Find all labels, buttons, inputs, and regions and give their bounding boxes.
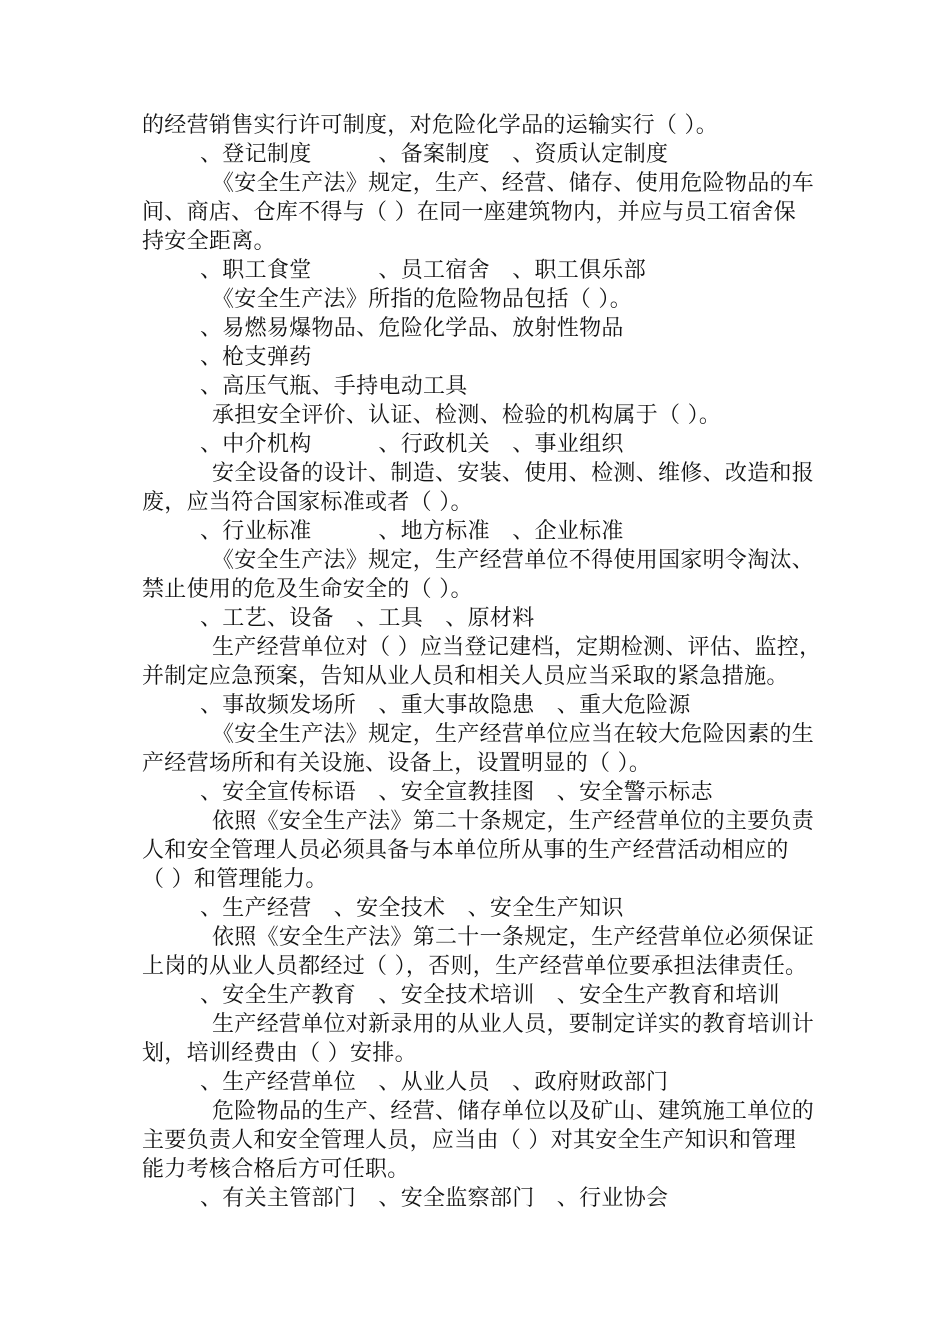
answer-options: 、行业标准 、地方标准 、企业标准: [200, 519, 624, 544]
text-line: 人和安全管理人员必须具备与本单位所从事的生产经营活动相应的: [142, 838, 789, 863]
question-text: 依照《安全生产法》第二十条规定，生产经营单位的主要负责: [212, 809, 815, 834]
answer-option: 、高压气瓶、手持电动工具: [200, 374, 468, 399]
text-line: 产经营场所和有关设施、设备上，设置明显的（ ）。: [142, 751, 652, 776]
text-line: 间、商店、仓库不得与（ ）在同一座建筑物内，并应与员工宿舍保: [142, 200, 796, 225]
answer-options: 、事故频发场所 、重大事故隐患 、重大危险源: [200, 693, 691, 718]
question-text: 《安全生产法》规定，生产经营单位应当在较大危险因素的生: [212, 722, 815, 747]
answer-options: 、工艺、设备 、工具 、原材料: [200, 606, 535, 631]
question-text: 《安全生产法》所指的危险物品包括（ ）。: [212, 287, 632, 312]
question-text: 《安全生产法》规定，生产、经营、储存、使用危险物品的车: [212, 171, 815, 196]
answer-options: 、安全生产教育 、安全技术培训 、安全生产教育和培训: [200, 983, 780, 1008]
text-line: 并制定应急预案，告知从业人员和相关人员应当采取的紧急措施。: [142, 664, 789, 689]
text-line: 上岗的从业人员都经过（ ），否则，生产经营单位要承担法律责任。: [142, 954, 808, 979]
answer-options: 、职工食堂 、员工宿舍 、职工俱乐部: [200, 258, 647, 283]
text-line: 废，应当符合国家标准或者（ ）。: [142, 490, 473, 515]
question-text: 危险物品的生产、经营、储存单位以及矿山、建筑施工单位的: [212, 1099, 815, 1124]
answer-options: 、中介机构 、行政机关 、事业组织: [200, 432, 624, 457]
answer-option: 、枪支弹药: [200, 345, 312, 370]
answer-options: 、有关主管部门 、安全监察部门 、行业协会: [200, 1186, 669, 1211]
answer-options: 、生产经营 、安全技术 、安全生产知识: [200, 896, 624, 921]
answer-options: 、生产经营单位 、从业人员 、政府财政部门: [200, 1070, 669, 1095]
text-line: （ ）和管理能力。: [142, 867, 328, 892]
answer-options: 、登记制度 、备案制度 、资质认定制度: [200, 142, 669, 167]
answer-options: 、安全宣传标语 、安全宣教挂图 、安全警示标志: [200, 780, 713, 805]
text-line: 划，培训经费由（ ）安排。: [142, 1041, 417, 1066]
question-text: 承担安全评价、认证、检测、检验的机构属于（ ）。: [212, 403, 722, 428]
question-text: 《安全生产法》规定，生产经营单位不得使用国家明令淘汰、: [212, 548, 815, 573]
text-line: 禁止使用的危及生命安全的（ ）。: [142, 577, 473, 602]
text-line: 主要负责人和安全管理人员，应当由（ ）对其安全生产知识和管理: [142, 1128, 796, 1153]
answer-option: 、易燃易爆物品、危险化学品、放射性物品: [200, 316, 624, 341]
text-line: 持安全距离。: [142, 229, 276, 254]
question-text: 依照《安全生产法》第二十一条规定，生产经营单位必须保证: [212, 925, 815, 950]
question-text: 生产经营单位对新录用的从业人员，要制定详实的教育培训计: [212, 1012, 815, 1037]
text-line: 能力考核合格后方可任职。: [142, 1157, 410, 1182]
question-text: 安全设备的设计、制造、安装、使用、检测、维修、改造和报: [212, 461, 815, 486]
text-line: 的经营销售实行许可制度，对危险化学品的运输实行（ ）。: [142, 113, 719, 138]
question-text: 生产经营单位对（ ）应当登记建档，定期检测、评估、监控，: [212, 635, 822, 660]
